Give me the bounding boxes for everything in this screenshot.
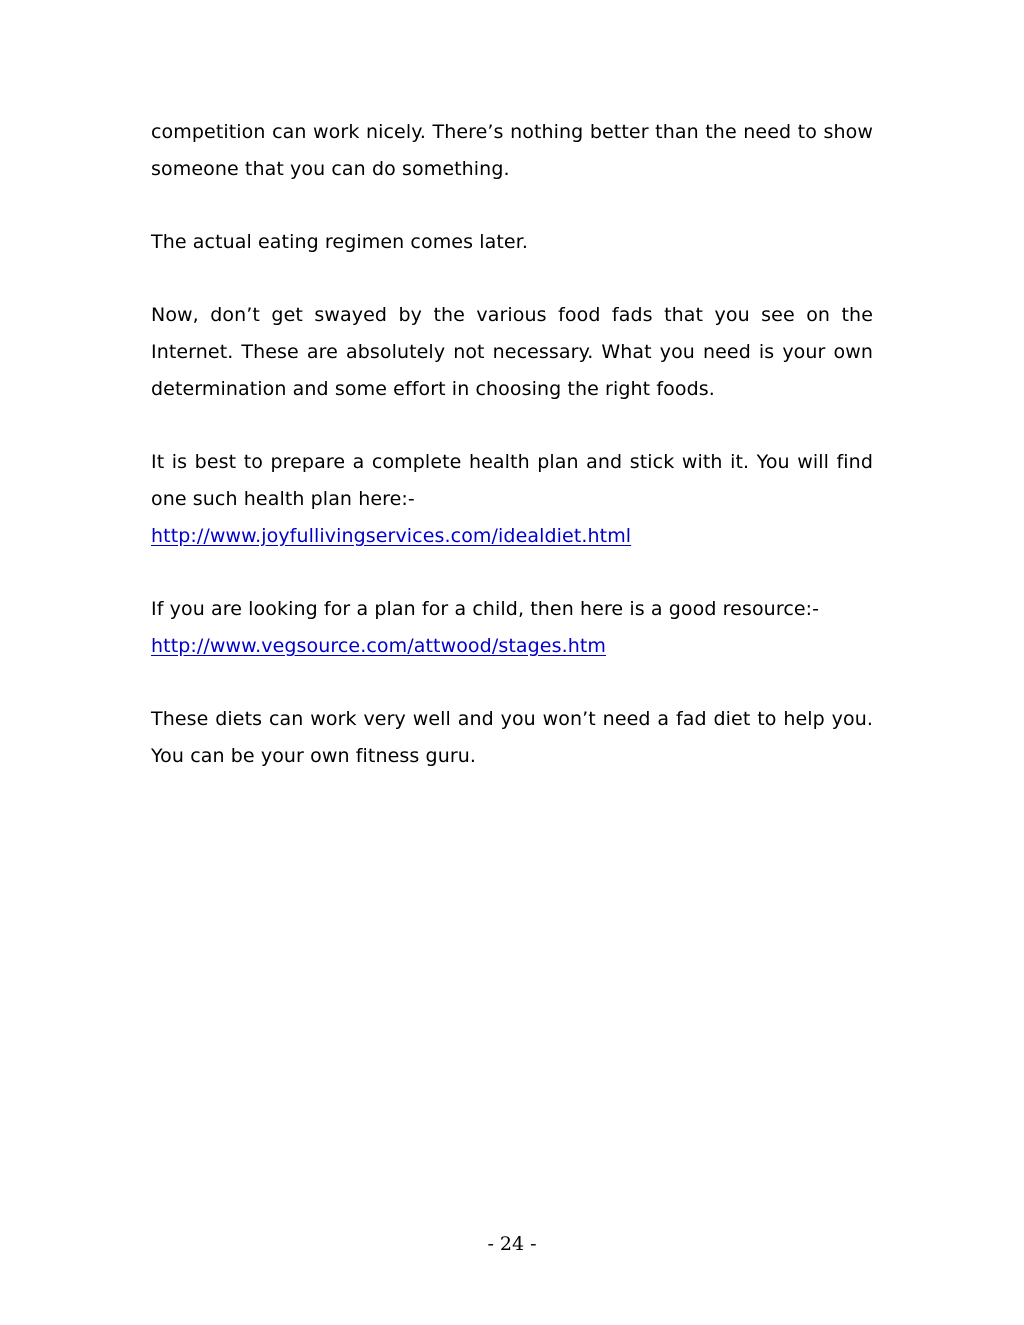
paragraph-text: Now, don’t get swayed by the various food fads that you see on the Internet. These are absolutely not necessary. What you need is your own determination and some effort in choosing the right foods. [151, 304, 873, 400]
health-plan-link[interactable]: http://www.joyfullivingservices.com/idealdiet.html [151, 524, 632, 547]
paragraph-health-plan [151, 444, 873, 554]
paragraph-text: competition can work nicely. There’s nothing better than the need to show someone that you can do something. [151, 121, 873, 180]
page-number: - 24 - [487, 1233, 537, 1255]
paragraph-text: It is best to prepare a complete health plan and stick with it. You will find one such health plan here:- [151, 451, 873, 510]
paragraph-competition [151, 114, 873, 187]
paragraph-eating-regimen [151, 224, 873, 261]
paragraph-text: The actual eating regimen comes later. [151, 231, 528, 254]
paragraph-diets-conclusion [151, 701, 873, 774]
paragraph-text: If you are looking for a plan for a child, then here is a good resource:- [151, 598, 820, 621]
child-plan-link[interactable]: http://www.vegsource.com/attwood/stages.htm [151, 634, 607, 657]
paragraph-text: These diets can work very well and you won’t need a fad diet to help you. You can be your own fitness guru. [151, 708, 873, 767]
paragraph-food-fads [151, 297, 873, 407]
paragraph-child-plan [151, 591, 873, 664]
document-body [151, 114, 873, 811]
